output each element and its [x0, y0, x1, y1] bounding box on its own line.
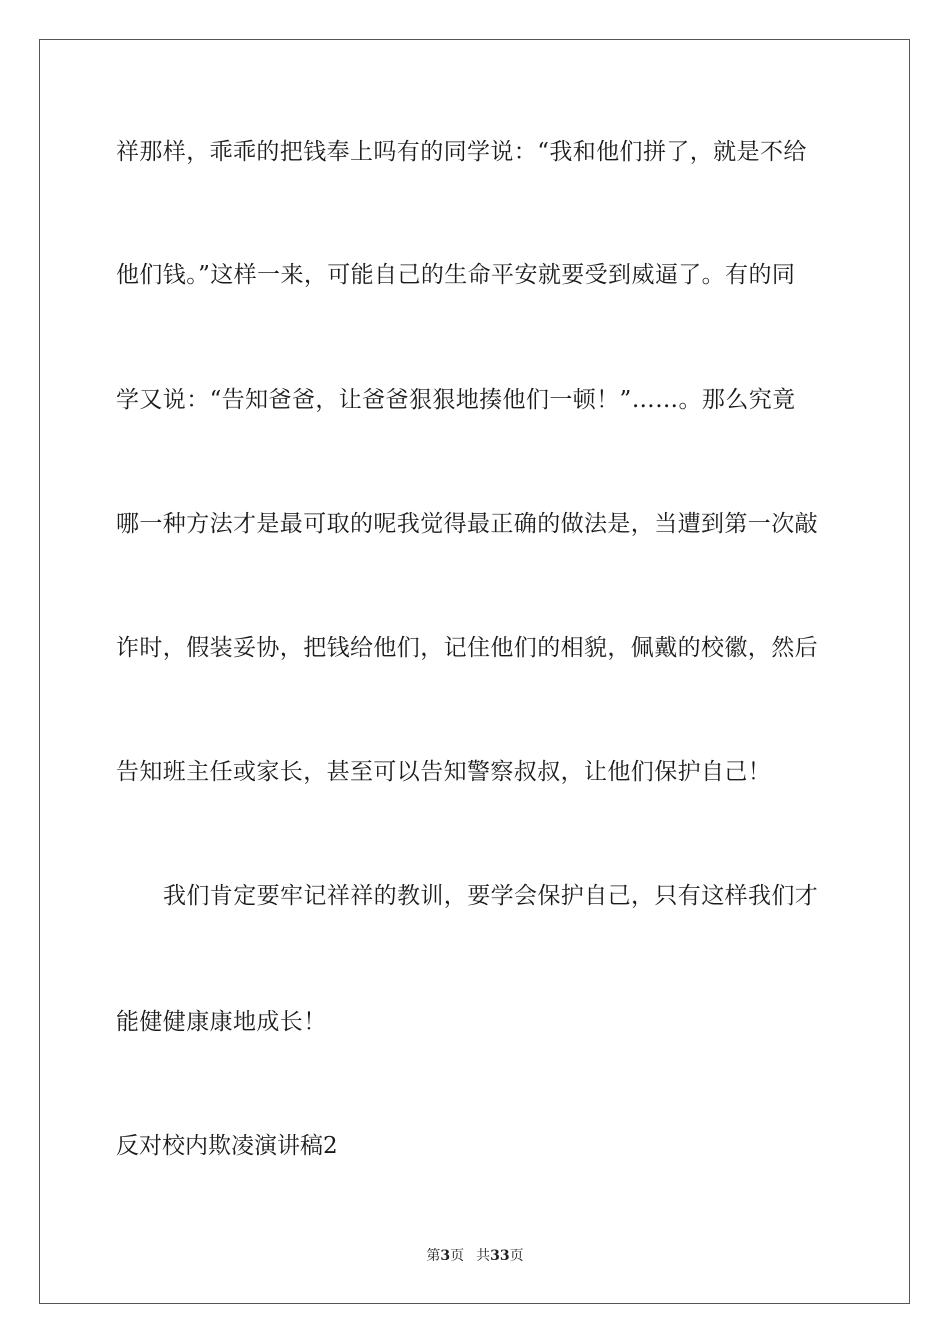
footer-page-total: 33 — [490, 1248, 510, 1264]
body-line-5: 诈时，假装妥协，把钱给他们，记住他们的相貌，佩戴的校徽，然后 — [116, 635, 818, 661]
body-line-3: 学又说：“告知爸爸，让爸爸狠狠地揍他们一顿！”……。那么究竟 — [116, 387, 796, 413]
body-line-2: 他们钱。”这样一来，可能自己的生命平安就要受到威逼了。有的同 — [116, 262, 796, 288]
footer-total-prefix: 共 — [476, 1248, 491, 1264]
footer-page-prefix: 第 — [426, 1248, 441, 1264]
footer-page-current: 3 — [440, 1248, 451, 1264]
section-heading: 反对校内欺凌演讲稿2 — [116, 1133, 338, 1159]
body-line-8: 能健健康康地成长！ — [116, 1009, 327, 1035]
body-line-7: 我们肯定要牢记祥祥的教训，要学会保护自己，只有这样我们才 — [163, 883, 819, 909]
footer-page-suffix: 页 — [450, 1248, 465, 1264]
body-line-1: 祥那样，乖乖的把钱奉上吗有的同学说：“我和他们拼了，就是不给 — [116, 139, 807, 165]
page-frame — [39, 39, 910, 1304]
page-footer — [0, 1247, 950, 1265]
body-line-4: 哪一种方法才是最可取的呢我觉得最正确的做法是，当遭到第一次敲 — [116, 511, 818, 537]
footer-total-suffix: 页 — [509, 1248, 524, 1264]
body-line-6: 告知班主任或家长，甚至可以告知警察叔叔，让他们保护自己！ — [116, 759, 772, 785]
